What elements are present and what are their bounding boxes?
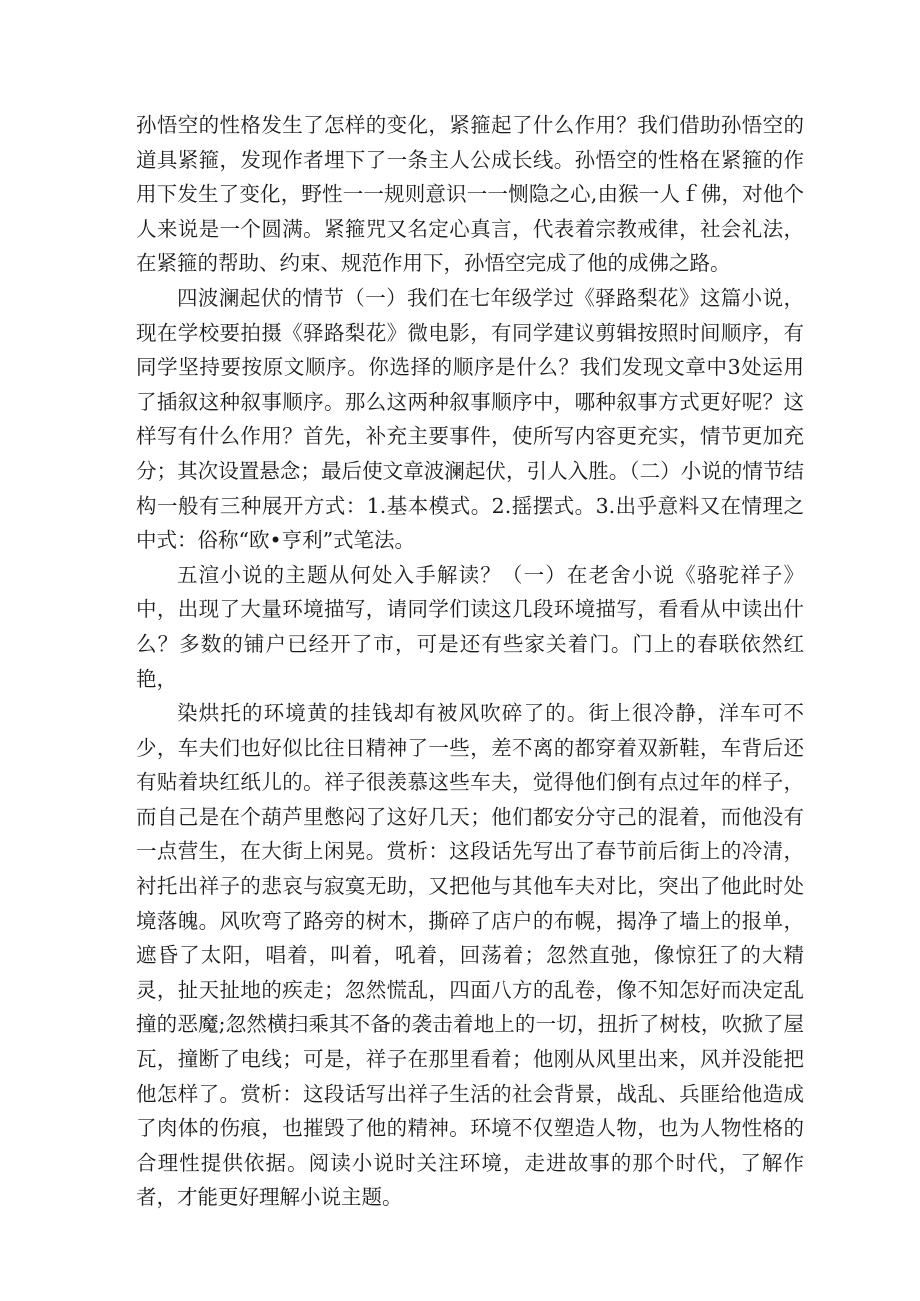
body-text xyxy=(136,108,804,1215)
paragraph-theme: 五渲小说的主题从何处入手解读？（一）在老舍小说《骆驼祥子》中，出现了大量环境描写，请同学们读这几段环境描写，看看从中读出什么？多数的铺户已经开了市，可是还有些家关着门。门上的春联依然红艳， xyxy=(136,562,804,691)
paragraph-environment: 染烘托的环境黄的挂钱却有被风吹碎了的。街上很冷静，洋车可不少，车夫们也好似比往日精神了一些，差不离的都穿着双新鞋，车背后还有贴着块红纸儿的。祥子很羡慕这些车夫，觉得他们倒有点过年的样子，而自己是在个葫芦里憋闷了这好几天；他们都安分守己的混着，而他没有一点营生，在大街上闲晃。赏析：这段话先写出了春节前后街上的冷清，衬托出祥子的悲哀与寂寞无助，又把他与其他车夫对比，突出了他此时处境落魄。风吹弯了路旁的树木，撕碎了店户的布幌，揭净了墙上的报单，遮昏了太阳，唱着，叫着，吼着，回荡着；忽然直弛，像惊狂了的大精灵，扯天扯地的疾走；忽然慌乱，四面八方的乱卷，像不知怎好而决定乱撞的恶魔;忽然横扫乘其不备的袭击着地上的一切，扭折了树枝，吹掀了屋瓦，撞断了电线；可是，祥子在那里看着；他刚从风里出来，风并没能把他怎样了。赏析：这段话写出祥子生活的社会背景，战乱、兵匪给他造成了肉体的伤痕，也摧毁了他的精神。环境不仅塑造人物，也为人物性格的合理性提供依据。阅读小说时关注环境，走进故事的那个时代，了解作者，才能更好理解小说主题。 xyxy=(136,701,804,1210)
paragraph-plot: 四波澜起伏的情节（一）我们在七年级学过《驿路梨花》这篇小说，现在学校要拍摄《驿路梨花》微电影，有同学建议剪辑按照时间顺序，有同学坚持要按原文顺序。你选择的顺序是什么？我们发现文章中3处运用了插叙这种叙事顺序。那么这两种叙事顺序中，哪种叙事方式更好呢？这样写有什么作用？首先，补充主要事件，使所写内容更充实，情节更加充分；其次设置悬念；最后使文章波澜起伏，引人入胜。（二）小说的情节结构一般有三种展开方式：1.基本模式。2.摇摆式。3.出乎意料又在情理之中式：俗称“欧•亨利”式笔法。 xyxy=(136,285,804,553)
paragraph-sun-wukong: 孙悟空的性格发生了怎样的变化，紧箍起了什么作用？我们借助孙悟空的道具紧箍，发现作者埋下了一条主人公成长线。孙悟空的性格在紧箍的作用下发生了变化，野性一一规则意识一一恻隐之心,由猴一人ｆ佛，对他个人来说是一个圆满。紧箍咒又名定心真言，代表着宗教戒律，社会礼法，在紧箍的帮助、约束、规范作用下，孙悟空完成了他的成佛之路。 xyxy=(136,113,804,276)
